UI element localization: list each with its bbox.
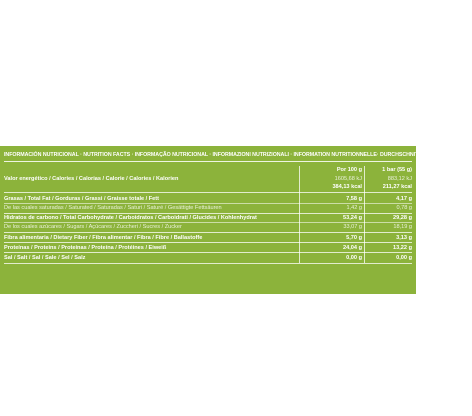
divider (4, 192, 412, 193)
saturated-fat-bar: 0,78 g (396, 205, 412, 211)
saturated-fat-label: De las cuales saturadas / Saturated / Saturadas / Saturi / Saturé / Gesättigte Fettsäuren (4, 205, 222, 211)
energy-kj-bar: 883,12 kJ (387, 176, 412, 182)
row-fat (4, 195, 412, 203)
row-energy-kj (4, 175, 412, 183)
column-per-100g: Por 100 g (336, 167, 362, 173)
row-salt (4, 254, 412, 262)
fat-100g: 7,58 g (346, 196, 362, 202)
fat-bar: 4,17 g (396, 196, 412, 202)
energy-kj-100g: 1605,68 kJ (334, 176, 362, 182)
divider (4, 263, 412, 264)
nutrition-header: INFORMACIÓN NUTRICIONAL · NUTRITION FACTS · INFORMAÇÃO NUTRICIONAL · INFORMAZIONI NUTRIZIONALI · INFORMATION NUTRITIONNELLE· DURCHSCHNITTLICHE NÄHRWERTE (4, 152, 472, 158)
carbohydrate-100g: 53,24 g (343, 215, 362, 221)
salt-label: Sal / Salt / Sal / Sale / Sel / Salz (4, 255, 86, 261)
salt-100g: 0,00 g (346, 255, 362, 261)
nutrition-facts-panel (0, 146, 472, 294)
protein-bar: 13,22 g (393, 245, 412, 251)
row-saturated-fat (4, 204, 412, 212)
saturated-fat-100g: 1,42 g (346, 205, 362, 211)
row-energy-kcal (4, 183, 412, 191)
row-fibre (4, 234, 412, 242)
column-divider (299, 166, 300, 263)
sugars-100g: 33,07 g (343, 224, 362, 230)
carbohydrate-label: Hidratos de carbono / Total Carbohydrate / Carboidratos / Carboidrati / Glucides / Kohlenhydrat (4, 215, 257, 221)
header-divider (4, 161, 412, 162)
row-carbohydrate (4, 214, 412, 222)
sugars-label: De los cuales azúcares / Sugars / Açúcares / Zuccheri / Sucres / Zucker (4, 224, 182, 230)
column-divider (364, 166, 365, 263)
column-per-bar: 1 bar (55 g) (382, 167, 412, 173)
energy-kcal-100g: 384,13 kcal (332, 184, 362, 190)
divider (4, 252, 412, 253)
column-header-row (4, 166, 412, 174)
row-protein (4, 244, 412, 252)
fibre-bar: 3,13 g (396, 235, 412, 241)
fibre-100g: 5,70 g (346, 235, 362, 241)
sugars-bar: 18,19 g (393, 224, 412, 230)
divider (4, 242, 412, 243)
fat-label: Grasas / Total Fat / Gorduras / Grassi / Graisse totale / Fett (4, 196, 160, 202)
carbohydrate-bar: 29,28 g (393, 215, 412, 221)
divider (4, 232, 412, 233)
energy-kcal-bar: 211,27 kcal (382, 184, 412, 190)
salt-bar: 0,00 g (396, 255, 412, 261)
protein-100g: 24,04 g (343, 245, 362, 251)
fibre-label: Fibra alimentaria / Dietary Fiber / Fibra alimentar / Fibra / Fibre / Ballastoffe (4, 235, 203, 241)
energy-label: Valor energético / Calories / Calorias / Calorie / Calories / Kalorien (4, 176, 179, 182)
protein-label: Proteínas / Proteins / Proteínas / Proteína / Protéines / Eiweiß (4, 245, 167, 251)
row-sugars (4, 223, 412, 231)
